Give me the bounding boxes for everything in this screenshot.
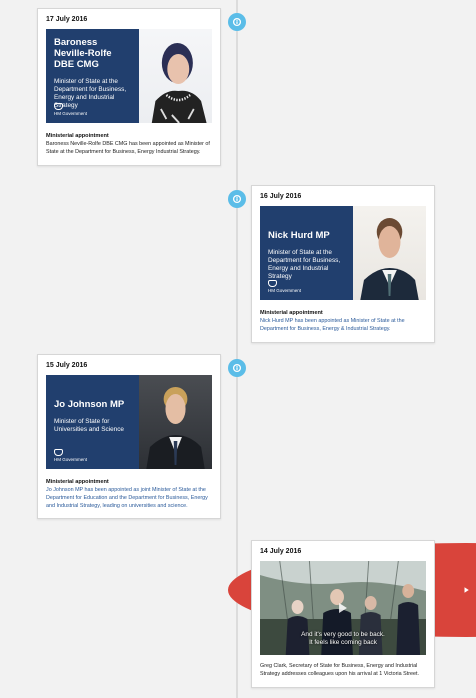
subtitle-line: It feels like coming back [309, 639, 377, 646]
info-icon [232, 17, 242, 27]
entry-date: 17 July 2016 [46, 16, 88, 23]
portrait-illustration [139, 375, 212, 469]
timeline-card[interactable] [37, 8, 221, 166]
hm-government-crest: HM Government [54, 449, 87, 463]
minister-portrait [139, 375, 212, 469]
minister-portrait [139, 29, 212, 123]
info-icon [232, 363, 242, 373]
timeline-card[interactable] [251, 185, 435, 343]
video-subtitle [260, 631, 426, 647]
timeline-marker-info-icon[interactable] [228, 13, 246, 31]
hm-government-crest: HM Government [268, 280, 301, 294]
entry-date: 16 July 2016 [260, 193, 302, 200]
minister-portrait [353, 206, 426, 300]
info-icon [232, 194, 242, 204]
minister-name: Nick Hurd MP [268, 230, 330, 241]
minister-name: Jo Johnson MP [54, 399, 125, 410]
entry-date: 15 July 2016 [46, 362, 88, 369]
minister-role: Minister of State at the Department for Business, Energy and Industrial Strategy [54, 77, 127, 109]
timeline-marker-info-icon[interactable] [228, 190, 246, 208]
appointment-image[interactable] [46, 375, 212, 469]
caption-title: Ministerial appointment [46, 133, 109, 139]
caption-title: Ministerial appointment [46, 479, 109, 485]
appointment-panel [260, 206, 353, 300]
portrait-illustration [353, 206, 426, 300]
crest-icon [268, 280, 277, 287]
caption-text: Baroness Neville-Rolfe DBE CMG has been appointed as Minister of State at the Department for Business, Energy Industrial Strategy. [46, 141, 210, 155]
hm-government-crest: HM Government [54, 103, 87, 117]
crest-icon [54, 103, 63, 110]
play-icon [461, 585, 471, 595]
minister-role: Minister of State for Universities and Science [54, 417, 124, 433]
caption-title: Ministerial appointment [260, 310, 323, 316]
crest-icon [54, 449, 63, 456]
appointment-image[interactable] [260, 206, 426, 300]
timeline-marker-info-icon[interactable] [228, 359, 246, 377]
caption-text[interactable]: Nick Hurd MP has been appointed as Minister of State at the Department for Business, Energy & Industrial Strategy. [260, 318, 405, 332]
entry-date: 14 July 2016 [260, 548, 302, 555]
appointment-panel [46, 29, 139, 123]
subtitle-line: And it's very good to be back. [301, 631, 385, 638]
minister-name: Baroness Neville-Rolfe DBE CMG [54, 37, 112, 70]
appointment-panel [46, 375, 139, 469]
caption-text: Greg Clark, Secretary of State for Business, Energy and Industrial Strategy addresses colleagues upon his arrival at 1 Victoria Street. [260, 663, 420, 677]
appointment-image[interactable] [46, 29, 212, 123]
minister-role: Minister of State at the Department for Business, Energy and Industrial Strategy [268, 248, 341, 280]
caption-text[interactable]: Jo Johnson MP has been appointed as joint Minister of State at the Department for Education and the Department for Business, Energy and Industrial Strategy, leading on universities and science. [46, 487, 208, 509]
timeline-card[interactable] [37, 354, 221, 519]
portrait-illustration [139, 29, 212, 123]
timeline-card[interactable] [251, 540, 435, 688]
video-player[interactable] [260, 561, 426, 655]
